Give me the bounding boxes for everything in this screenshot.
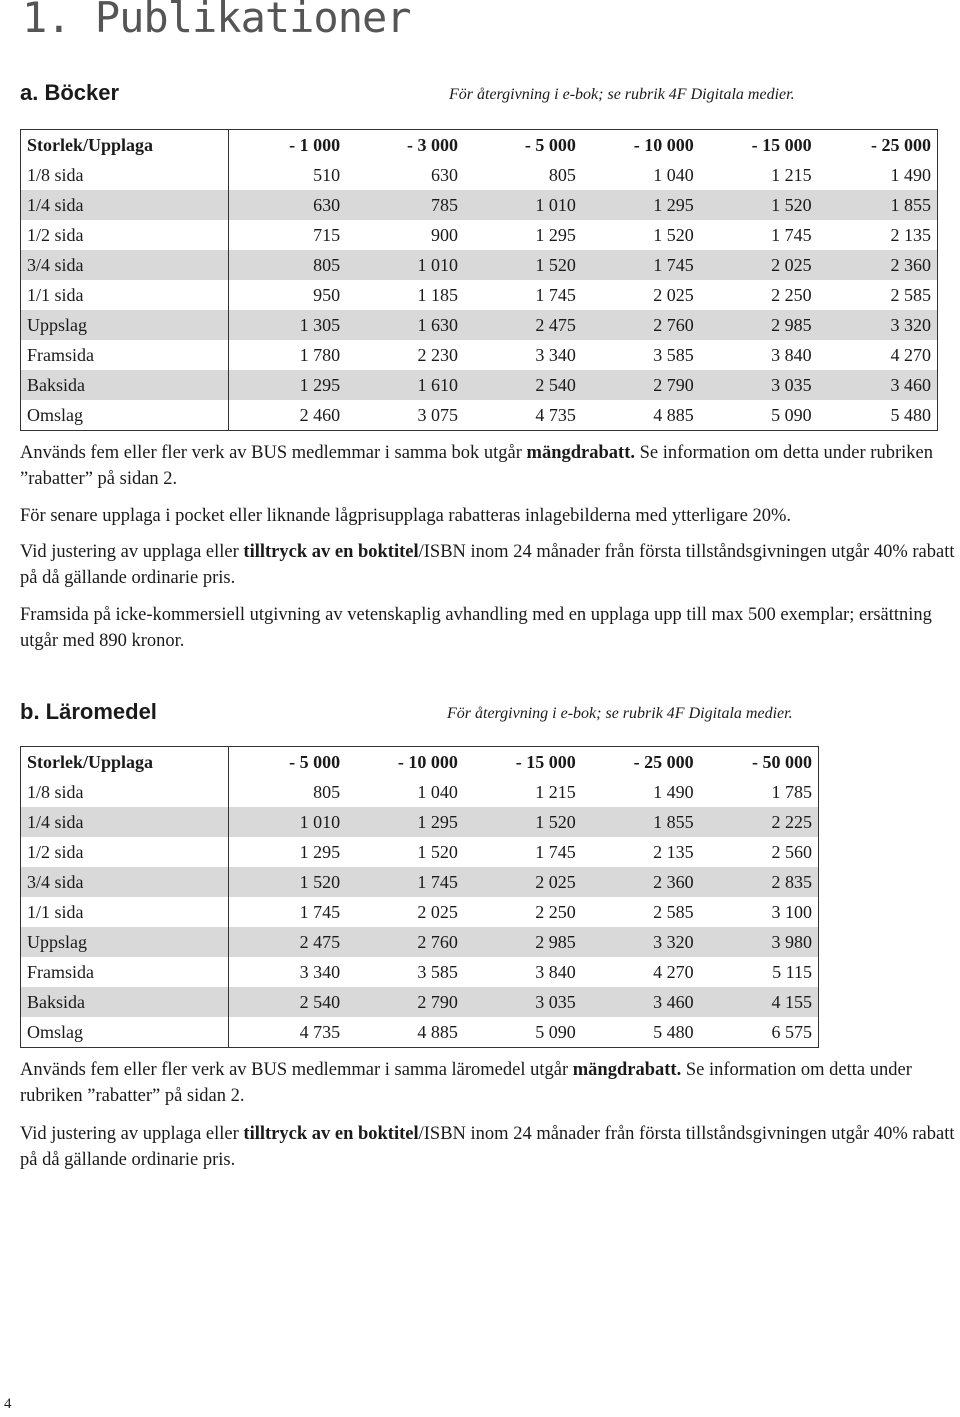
price-cell: 1 745: [346, 867, 464, 897]
paragraph-text: Se information om detta under rubriken ”rabatter” på sidan 2.: [20, 1060, 912, 1106]
row-label-cell: Omslag: [21, 1017, 229, 1048]
price-cell: 715: [313, 225, 341, 245]
price-cell: 1 745: [299, 902, 341, 922]
section-heading-books: a. Böcker: [20, 80, 120, 105]
price-cell: 2 585: [890, 285, 931, 305]
paragraph-text: Vid justering av upplaga eller: [20, 542, 244, 562]
price-cell: 2 025: [700, 250, 818, 280]
price-cell: 1 745: [535, 285, 576, 305]
price-cell: 1 215: [771, 165, 812, 185]
table-row: [21, 280, 938, 310]
header-cell-edition: - 5 000: [289, 752, 341, 772]
price-cell: 2 230: [417, 345, 458, 365]
table-row: [21, 927, 819, 957]
table-row: [21, 340, 938, 370]
table-header-row: [21, 747, 819, 778]
row-label-cell: 1/1 sida: [21, 280, 229, 310]
header-cell-edition: - 3 000: [407, 135, 458, 155]
header-cell-size: Storlek/Upplaga: [21, 747, 229, 778]
price-cell: 3 340: [299, 962, 341, 982]
price-cell: 630: [431, 165, 458, 185]
price-cell: 2 360: [582, 867, 700, 897]
paragraph-bulk-discount-textbooks: [20, 1057, 955, 1109]
paragraph-bold-text: mängdrabatt.: [572, 1060, 682, 1080]
price-cell: 1 010: [464, 190, 582, 220]
paragraph-bulk-discount-books: [20, 440, 955, 492]
table-row: [21, 1017, 819, 1048]
table-row: [21, 957, 819, 987]
price-cell: 2 760: [346, 927, 464, 957]
price-cell: 1 855: [818, 190, 938, 220]
price-cell: 900: [431, 225, 458, 245]
price-cell: 5 480: [653, 1022, 694, 1042]
price-cell: 2 025: [417, 902, 458, 922]
price-cell: 2 135: [890, 225, 931, 245]
row-label-cell: 1/4 sida: [21, 807, 229, 837]
price-cell: 4 735: [535, 405, 576, 425]
price-cell: 1 295: [228, 370, 346, 400]
row-label-cell: 3/4 sida: [21, 250, 229, 280]
price-cell: 805: [228, 250, 346, 280]
price-cell: 1 520: [700, 190, 818, 220]
price-cell: 1 490: [890, 165, 931, 185]
table-row: [21, 867, 819, 897]
price-cell: 1 010: [346, 250, 464, 280]
price-cell: 1 520: [464, 250, 582, 280]
paragraph-thesis-cover: Framsida på icke-kommersiell utgivning av vetenskaplig avhandling med en upplaga upp till max 500 exemplar; ersättning utgår med 890 kronor.: [20, 605, 932, 651]
price-cell: 2 790: [346, 987, 464, 1017]
price-cell: 2 225: [700, 807, 819, 837]
price-cell: 2 460: [299, 405, 341, 425]
section-heading-textbooks: b. Läromedel: [20, 699, 157, 724]
price-cell: 3 035: [464, 987, 582, 1017]
price-cell: 3 075: [417, 405, 458, 425]
table-row: [21, 400, 938, 431]
price-cell: 2 025: [464, 867, 582, 897]
price-cell: 4 735: [299, 1022, 341, 1042]
table-row: [21, 837, 819, 867]
price-cell: 1 520: [417, 842, 458, 862]
price-cell: 4 270: [890, 345, 931, 365]
paragraph-text: Används fem eller fler verk av BUS medlemmar i samma bok utgår: [20, 443, 527, 463]
price-cell: 3 840: [771, 345, 812, 365]
paragraph-bold-text: tilltryck av en boktitel: [243, 542, 419, 562]
price-cell: 3 585: [653, 345, 694, 365]
price-cell: 2 475: [464, 310, 582, 340]
price-cell: 3 460: [818, 370, 938, 400]
header-cell-edition: - 10 000: [397, 752, 458, 772]
price-cell: 1 520: [228, 867, 346, 897]
price-cell: 1 295: [535, 225, 576, 245]
price-cell: 2 985: [464, 927, 582, 957]
price-cell: 1 520: [464, 807, 582, 837]
table-row: [21, 807, 819, 837]
price-cell: 1 295: [299, 842, 341, 862]
table-row: [21, 987, 819, 1017]
price-cell: 2 760: [582, 310, 700, 340]
table-row: [21, 220, 938, 250]
row-label-cell: 1/8 sida: [21, 777, 229, 807]
price-table-books: [20, 129, 938, 431]
price-cell: 3 460: [582, 987, 700, 1017]
price-cell: 5 480: [890, 405, 931, 425]
row-label-cell: Baksida: [21, 987, 229, 1017]
header-cell-edition: - 1 000: [289, 135, 341, 155]
header-cell-size: Storlek/Upplaga: [21, 130, 229, 161]
price-cell: 1 185: [417, 285, 458, 305]
section-note-textbooks: För återgivning i e-bok; se rubrik 4F Digitala medier.: [447, 705, 793, 722]
price-cell: 1 010: [228, 807, 346, 837]
table-row: [21, 310, 938, 340]
header-cell-edition: - 15 000: [515, 752, 576, 772]
price-cell: 5 090: [771, 405, 812, 425]
paragraph-text: Vid justering av upplaga eller: [20, 1124, 244, 1144]
price-cell: 3 035: [700, 370, 818, 400]
header-cell-edition: - 50 000: [752, 752, 812, 772]
row-label-cell: 1/4 sida: [21, 190, 229, 220]
price-cell: 1 305: [228, 310, 346, 340]
price-cell: 785: [346, 190, 464, 220]
table-row: [21, 160, 938, 190]
row-label-cell: 1/2 sida: [21, 837, 229, 867]
price-cell: 3 840: [535, 962, 576, 982]
price-cell: 2 790: [582, 370, 700, 400]
paragraph-text: /ISBN inom 24 månader från första tillståndsgivningen utgår 40% rabatt på då gällande ordinarie pris.: [20, 1124, 955, 1170]
row-label-cell: 1/8 sida: [21, 160, 229, 190]
table-header-row: [21, 130, 938, 161]
price-cell: 805: [313, 782, 341, 802]
price-cell: 1 785: [771, 782, 812, 802]
price-cell: 630: [228, 190, 346, 220]
page-title: 1. Publikationer: [22, 0, 411, 42]
price-cell: 1 040: [653, 165, 694, 185]
price-cell: 1 745: [771, 225, 812, 245]
price-cell: 4 155: [700, 987, 819, 1017]
price-cell: 2 585: [653, 902, 694, 922]
row-label-cell: 3/4 sida: [21, 867, 229, 897]
paragraph-bold-text: mängdrabatt.: [526, 443, 635, 463]
paragraph-bold-text: tilltryck av en boktitel: [243, 1124, 419, 1144]
price-cell: 1 745: [582, 250, 700, 280]
price-cell: 4 270: [653, 962, 694, 982]
price-cell: 3 585: [417, 962, 458, 982]
price-cell: 2 025: [653, 285, 694, 305]
row-label-cell: Omslag: [21, 400, 229, 431]
section-note-books: För återgivning i e-bok; se rubrik 4F Digitala medier.: [449, 86, 795, 103]
row-label-cell: Baksida: [21, 370, 229, 400]
paragraph-text: Används fem eller fler verk av BUS medlemmar i samma läromedel utgår: [20, 1060, 573, 1080]
price-cell: 950: [313, 285, 341, 305]
price-cell: 1 295: [346, 807, 464, 837]
row-label-cell: Framsida: [21, 340, 229, 370]
price-table-textbooks: [20, 746, 819, 1048]
price-cell: 2 250: [771, 285, 812, 305]
price-cell: 3 100: [771, 902, 812, 922]
price-cell: 2 475: [228, 927, 346, 957]
row-label-cell: Uppslag: [21, 927, 229, 957]
header-cell-edition: - 5 000: [524, 135, 576, 155]
paragraph-pocket-discount: För senare upplaga i pocket eller liknande lågprisupplaga rabatteras inlagebilderna med ytterligare 20%.: [20, 506, 792, 526]
paragraph-reprint-discount-books: [20, 539, 955, 591]
price-cell: 5 090: [535, 1022, 576, 1042]
price-cell: 2 540: [228, 987, 346, 1017]
price-cell: 1 610: [346, 370, 464, 400]
paragraph-text: Se information om detta under rubriken ”rabatter” på sidan 2.: [20, 443, 933, 489]
price-cell: 3 320: [582, 927, 700, 957]
price-cell: 1 630: [346, 310, 464, 340]
price-cell: 2 360: [818, 250, 938, 280]
price-cell: 4 885: [417, 1022, 458, 1042]
row-label-cell: Framsida: [21, 957, 229, 987]
header-cell-edition: - 25 000: [633, 752, 694, 772]
price-cell: 1 780: [299, 345, 341, 365]
price-cell: 1 520: [653, 225, 694, 245]
price-cell: 805: [548, 165, 576, 185]
price-cell: 3 320: [818, 310, 938, 340]
price-cell: 2 250: [535, 902, 576, 922]
paragraph-text: /ISBN inom 24 månader från första tillståndsgivningen utgår 40% rabatt på då gällande ordinarie pris.: [20, 542, 955, 588]
table-row: [21, 897, 819, 927]
price-cell: 6 575: [771, 1022, 812, 1042]
row-label-cell: 1/2 sida: [21, 220, 229, 250]
table-row: [21, 777, 819, 807]
price-cell: 1 855: [582, 807, 700, 837]
header-cell-edition: - 25 000: [871, 135, 931, 155]
price-cell: 2 560: [771, 842, 812, 862]
paragraph-reprint-discount-textbooks: [20, 1121, 958, 1173]
price-cell: 3 340: [535, 345, 576, 365]
price-cell: 1 745: [535, 842, 576, 862]
header-cell-edition: - 10 000: [633, 135, 694, 155]
price-cell: 2 135: [653, 842, 694, 862]
table-row: [21, 250, 938, 280]
price-cell: 1 490: [653, 782, 694, 802]
price-cell: 1 215: [535, 782, 576, 802]
price-cell: 510: [313, 165, 341, 185]
price-cell: 1 295: [582, 190, 700, 220]
price-cell: 5 115: [772, 962, 812, 982]
row-label-cell: 1/1 sida: [21, 897, 229, 927]
page-number: 4: [4, 1396, 12, 1412]
price-cell: 4 885: [653, 405, 694, 425]
price-cell: 2 540: [464, 370, 582, 400]
price-cell: 3 980: [700, 927, 819, 957]
table-row: [21, 190, 938, 220]
header-cell-edition: - 15 000: [751, 135, 812, 155]
price-cell: 2 985: [700, 310, 818, 340]
price-cell: 1 040: [417, 782, 458, 802]
row-label-cell: Uppslag: [21, 310, 229, 340]
price-cell: 2 835: [700, 867, 819, 897]
table-row: [21, 370, 938, 400]
